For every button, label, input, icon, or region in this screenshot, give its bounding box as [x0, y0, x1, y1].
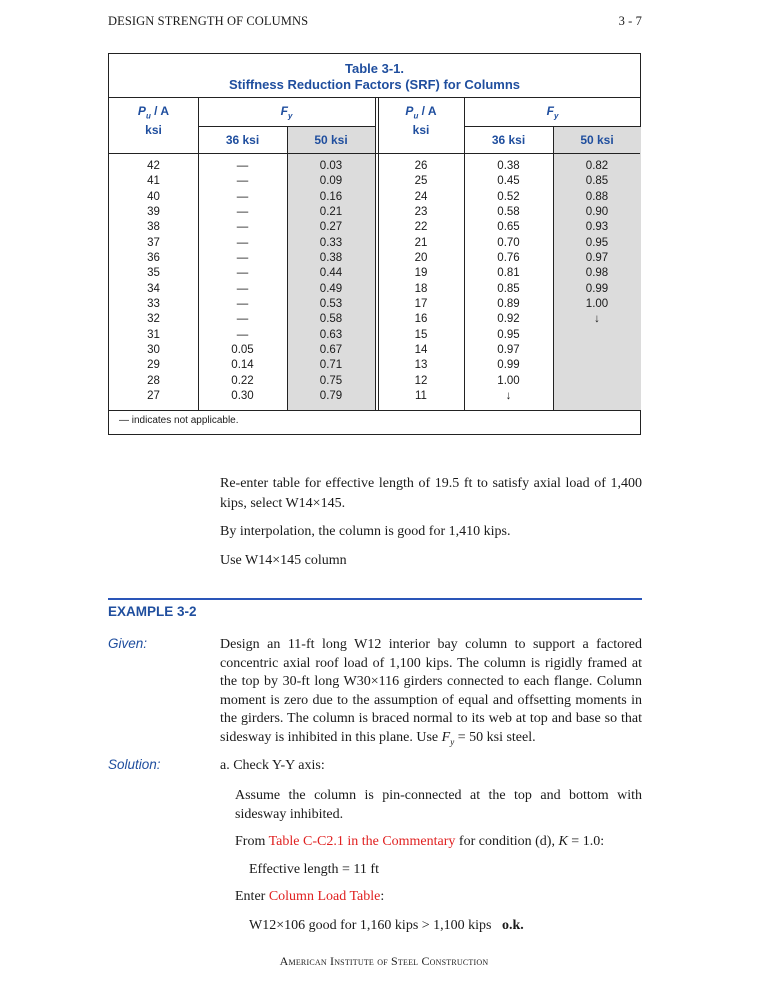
table-cell: 24 [414, 190, 428, 203]
table-cell: 0.63 [319, 328, 343, 341]
table-cell: 22 [414, 221, 428, 234]
given-text: Design an 11-ft long W12 interior bay column to support a factored concentric axial roof load of 1,100 kips. The column is rigidly framed at the top by 30-ft long W30×116 girders connected to each flange. Column moment is zero due to the assumption of equal and offsetting moments in the girders. The column is braced normal to its web at top and base so that sidesway is inhibited in this plane. Use $F_y = 50$ ksi steel. [220, 637, 642, 747]
ok-mark: o.k. [502, 918, 524, 933]
solution-step-a: a. Check Y-Y axis: [220, 758, 325, 773]
table-cell: 0.65 [497, 221, 520, 234]
effective-length: Effective length = 11 ft [249, 862, 379, 877]
table-cell: 0.93 [585, 221, 609, 234]
table-cell: 42 [147, 160, 160, 172]
solution-label: Solution: [108, 757, 161, 772]
example-title: EXAMPLE 3-2 [108, 604, 197, 619]
table-cell: — [236, 221, 249, 234]
column-pu-a-right [378, 159, 464, 404]
table-cell: 38 [147, 221, 160, 234]
table-cell: ↓ [594, 313, 600, 326]
table-cell: 25 [414, 175, 428, 188]
table-title [109, 61, 640, 93]
page-number: 3 - 7 [618, 14, 642, 28]
table-cell: 16 [414, 313, 428, 326]
table-cell: 12 [414, 374, 428, 387]
footer-publisher: American Institute of Steel Construction [279, 954, 489, 968]
table-cell: 15 [414, 328, 428, 341]
table-cell: 18 [414, 282, 428, 295]
paragraph-use-column: Use W14×145 column [220, 553, 347, 568]
paragraph-interpolation: By interpolation, the column is good for 1,410 kips. [220, 524, 511, 539]
table-cell: 37 [147, 236, 160, 249]
table-cell: 0.14 [231, 359, 254, 372]
table-cell: — [236, 267, 249, 280]
table-cell: 0.45 [497, 175, 520, 188]
table-note: — indicates not applicable. [119, 415, 239, 426]
table-cell [553, 389, 641, 404]
table-cell: 27 [147, 389, 160, 402]
table-cell: — [236, 190, 249, 203]
table-cell: 0.38 [497, 160, 520, 172]
given-label: Given: [108, 636, 148, 651]
table-cell: 0.58 [497, 205, 520, 218]
table-cell: 28 [147, 374, 160, 387]
solution-from-table: From Table C-C2.1 in the Commentary for condition (d), K = 1.0: [235, 834, 605, 849]
table-cell: — [236, 205, 249, 218]
table-cell: 39 [147, 205, 160, 218]
column-fy36-right [464, 159, 553, 404]
table-cell: 0.75 [319, 374, 343, 387]
table-cell: 40 [147, 190, 160, 203]
solution-result: W12×106 good for 1,160 kips > 1,100 kips o.k. [249, 918, 524, 933]
table-cell: 0.49 [319, 282, 343, 295]
table-cell: 0.53 [319, 297, 343, 310]
table-cell: 0.16 [319, 190, 343, 203]
table-cell: 0.05 [231, 343, 254, 356]
table-cell: 0.99 [497, 359, 520, 372]
table-cell: 29 [147, 359, 160, 372]
table-cell: 0.27 [319, 221, 343, 234]
commentary-table-link[interactable]: Table C-C2.1 in the Commentary [268, 834, 456, 849]
table-cell: 0.82 [585, 160, 609, 172]
table-cell: — [236, 251, 249, 264]
table-cell: — [236, 282, 249, 295]
table-cell: 0.97 [585, 251, 609, 264]
table-cell: 0.67 [319, 343, 343, 356]
table-cell: 20 [414, 251, 428, 264]
table-cell: 0.22 [231, 374, 254, 387]
table-cell: 19 [414, 267, 428, 280]
table-cell: 0.90 [585, 205, 609, 218]
table-cell: 0.97 [497, 343, 520, 356]
table-cell: — [236, 328, 249, 341]
table-cell: — [236, 297, 249, 310]
table-cell: 0.33 [319, 236, 343, 249]
header-50ksi-left: 50 ksi [314, 133, 348, 147]
table-cell: 23 [414, 205, 428, 218]
table-cell: 0.71 [319, 359, 343, 372]
table-cell: — [236, 175, 249, 188]
header-50ksi-right: 50 ksi [580, 133, 614, 147]
table-cell: 0.70 [497, 236, 520, 249]
table-cell: 0.95 [585, 236, 609, 249]
paragraph-reenter: Re-enter table for effective length of 19.5 ft to satisfy axial load of 1,400 kips, select W14×145. [220, 476, 642, 511]
table-cell: 13 [414, 359, 428, 372]
column-fy36-left [198, 159, 287, 404]
table-cell: 41 [147, 175, 160, 188]
table-cell: 0.58 [319, 313, 343, 326]
table-cell: 0.99 [585, 282, 609, 295]
table-number: Table 3-1. [344, 61, 404, 76]
table-cell: 0.09 [319, 175, 343, 188]
table-cell: 0.21 [319, 205, 343, 218]
table-cell: 0.92 [497, 313, 520, 326]
enter-column-load-table: Enter Column Load Table: [235, 889, 385, 904]
column-fy50-left [287, 159, 375, 404]
table-cell: 17 [414, 297, 428, 310]
table-cell: 0.76 [497, 251, 520, 264]
column-load-table-link[interactable]: Column Load Table [268, 889, 381, 904]
table-cell: 1.00 [497, 374, 520, 387]
table-cell: 0.30 [231, 389, 254, 402]
table-cell: 26 [414, 160, 428, 172]
header-36ksi-right: 36 ksi [491, 133, 526, 147]
table-caption: Stiffness Reduction Factors (SRF) for Columns [228, 77, 521, 92]
table-cell: 30 [147, 343, 160, 356]
table-cell: 35 [147, 267, 160, 280]
table-cell: 36 [147, 251, 160, 264]
table-cell: 0.38 [319, 251, 343, 264]
table-cell [553, 374, 641, 389]
table-cell [553, 343, 641, 358]
header-pu-a-left: $P_u$ / A ksi [137, 104, 170, 138]
table-cell [553, 328, 641, 343]
header-pu-a-right: $P_u$ / A ksi [405, 104, 437, 138]
header-36ksi-left: 36 ksi [225, 133, 260, 147]
table-cell: 33 [147, 297, 160, 310]
table-cell: 32 [147, 313, 160, 326]
table-cell: 0.81 [497, 267, 520, 280]
table-cell: 34 [147, 282, 160, 295]
table-cell: 14 [414, 343, 428, 356]
table-cell: 0.95 [497, 328, 520, 341]
solution-assumption: Assume the column is pin-connected at the top and bottom with sidesway inhibited. [235, 788, 642, 822]
table-cell: — [236, 313, 249, 326]
table-cell: — [236, 160, 249, 172]
header-fy-left: $F_y$ [280, 104, 293, 121]
table-cell: 21 [414, 236, 428, 249]
table-cell: 0.44 [319, 267, 343, 280]
table-cell: 0.98 [585, 267, 609, 280]
column-pu-a-left [109, 159, 198, 404]
header-fy-right: $F_y$ [546, 104, 559, 121]
table-cell: 1.00 [585, 297, 609, 310]
running-header-title: DESIGN STRENGTH OF COLUMNS [108, 14, 309, 28]
column-fy50-right [553, 159, 641, 404]
table-cell: 0.03 [319, 160, 343, 172]
table-cell: ↓ [505, 389, 512, 402]
rule-above-note [109, 410, 640, 411]
table-cell: — [236, 236, 249, 249]
vrule-3a [375, 97, 376, 410]
table-cell: 11 [415, 389, 427, 402]
table-cell: 0.79 [319, 389, 343, 402]
table-cell [553, 358, 641, 373]
table-cell: 0.88 [585, 190, 609, 203]
table-cell: 31 [147, 328, 160, 341]
table-cell: 0.52 [497, 190, 520, 203]
table-cell: 0.85 [585, 175, 609, 188]
srf-table [108, 53, 641, 435]
example-divider [108, 598, 642, 600]
table-cell: 0.85 [497, 282, 520, 295]
table-cell: 0.89 [497, 297, 520, 310]
